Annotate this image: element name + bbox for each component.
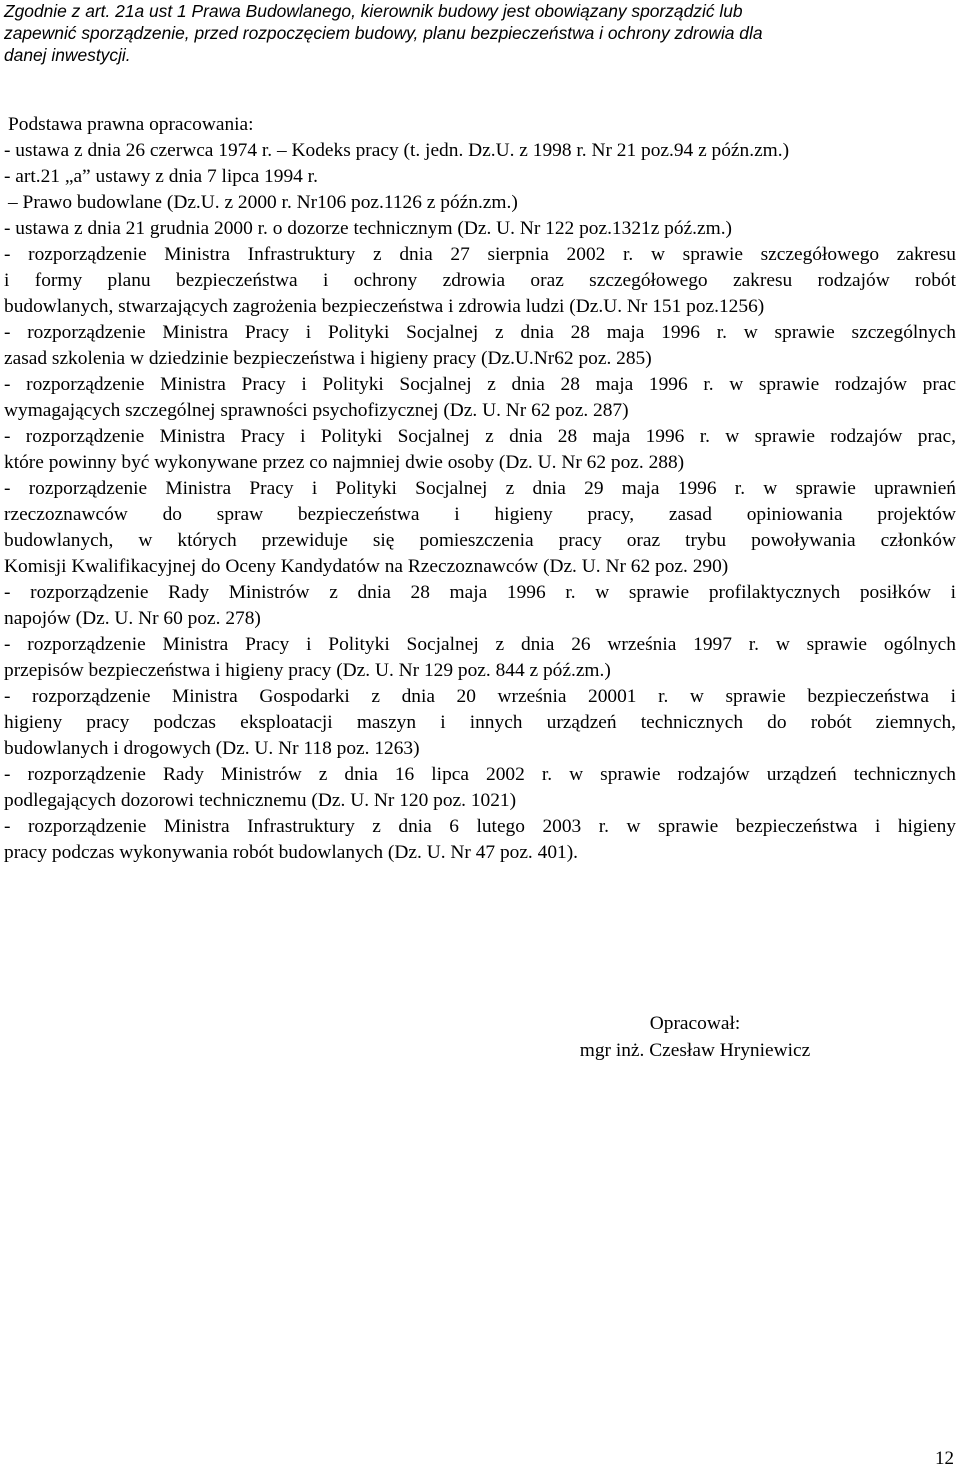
legal-basis-section [4,112,956,866]
legal-basis-line: - rozporządzenie Ministra Pracy i Polityki Socjalnej z dnia 28 maja 1996 r. w sprawie rodzajów prac, [4,426,956,447]
intro-line: danej inwestycji. [4,45,131,65]
legal-basis-line: - rozporządzenie Ministra Pracy i Polityki Socjalnej z dnia 28 maja 1996 r. w sprawie rodzajów prac [4,374,956,395]
legal-basis-line: podlegających dozorowi technicznemu (Dz. U. Nr 120 poz. 1021) [4,790,517,811]
intro-paragraph [4,0,954,66]
legal-basis-line: budowlanych, w których przewiduje się pomieszczenia pracy oraz trybu powoływania członków [4,530,956,551]
legal-basis-line: wymagających szczególnej sprawności psychofizycznej (Dz. U. Nr 62 poz. 287) [4,400,629,421]
signature-block [540,1010,850,1064]
legal-basis-line: - art.21 „a” ustawy z dnia 7 lipca 1994 r. [4,166,318,187]
intro-line: Zgodnie z art. 21a ust 1 Prawa Budowlanego, kierownik budowy jest obowiązany sporządzić lub [4,1,743,21]
legal-basis-line: - rozporządzenie Ministra Infrastruktury z dnia 6 lutego 2003 r. w sprawie bezpieczeństwa i higieny [4,816,956,837]
legal-basis-line: - rozporządzenie Ministra Gospodarki z dnia 20 września 20001 r. w sprawie bezpieczeństwa i [4,686,956,707]
legal-basis-line: i formy planu bezpieczeństwa i ochrony zdrowia oraz szczegółowego zakresu rodzajów robót [4,270,956,291]
legal-basis-line: higieny pracy podczas eksploatacji maszyn i innych urządzeń technicznych do robót ziemnych, [4,712,956,733]
legal-basis-line: - rozporządzenie Rady Ministrów z dnia 16 lipca 2002 r. w sprawie rodzajów urządzeń technicznych [4,764,956,785]
legal-basis-line: Komisji Kwalifikacyjnej do Oceny Kandydatów na Rzeczoznawców (Dz. U. Nr 62 poz. 290) [4,556,729,577]
legal-basis-line: przepisów bezpieczeństwa i higieny pracy (Dz. U. Nr 129 poz. 844 z póź.zm.) [4,660,611,681]
legal-basis-line: napojów (Dz. U. Nr 60 poz. 278) [4,608,261,629]
legal-basis-line: budowlanych, stwarzających zagrożenia bezpieczeństwa i zdrowia ludzi (Dz.U. Nr 151 poz.1256) [4,296,765,317]
legal-basis-line: - rozporządzenie Ministra Pracy i Polityki Socjalnej z dnia 29 maja 1996 r. w sprawie uprawnień [4,478,956,499]
legal-basis-line: - ustawa z dnia 26 czerwca 1974 r. – Kodeks pracy (t. jedn. Dz.U. z 1998 r. Nr 21 poz.94 z późn.zm.) [4,140,790,161]
legal-basis-line: - rozporządzenie Ministra Infrastruktury z dnia 27 sierpnia 2002 r. w sprawie szczegółowego zakresu [4,244,956,265]
page-number: 12 [935,1448,954,1469]
legal-basis-line: - ustawa z dnia 21 grudnia 2000 r. o dozorze technicznym (Dz. U. Nr 122 poz.1321z póź.zm.) [4,218,733,239]
legal-basis-line: zasad szkolenia w dziedzinie bezpieczeństwa i higieny pracy (Dz.U.Nr62 poz. 285) [4,348,652,369]
intro-line: zapewnić sporządzenie, przed rozpoczęciem budowy, planu bezpieczeństwa i ochrony zdrowia dla [4,23,763,43]
signature-name: mgr inż. Czesław Hryniewicz [579,1040,811,1061]
legal-basis-line: - rozporządzenie Ministra Pracy i Polityki Socjalnej z dnia 28 maja 1996 r. w sprawie szczególnych [4,322,956,343]
legal-basis-line: – Prawo budowlane (Dz.U. z 2000 r. Nr106 poz.1126 z późn.zm.) [8,192,518,213]
legal-basis-heading: Podstawa prawna opracowania: [8,114,254,135]
legal-basis-line: które powinny być wykonywane przez co najmniej dwie osoby (Dz. U. Nr 62 poz. 288) [4,452,685,473]
legal-basis-line: - rozporządzenie Ministra Pracy i Polityki Socjalnej z dnia 26 września 1997 r. w sprawie ogólnych [4,634,956,655]
signature-label: Opracował: [649,1013,741,1034]
legal-basis-line: budowlanych i drogowych (Dz. U. Nr 118 poz. 1263) [4,738,420,759]
legal-basis-line: - rozporządzenie Rady Ministrów z dnia 28 maja 1996 r. w sprawie profilaktycznych posiłków i [4,582,956,603]
legal-basis-line: pracy podczas wykonywania robót budowlanych (Dz. U. Nr 47 poz. 401). [4,842,579,863]
legal-basis-line: rzeczoznawców do spraw bezpieczeństwa i higieny pracy, zasad opiniowania projektów [4,504,956,525]
